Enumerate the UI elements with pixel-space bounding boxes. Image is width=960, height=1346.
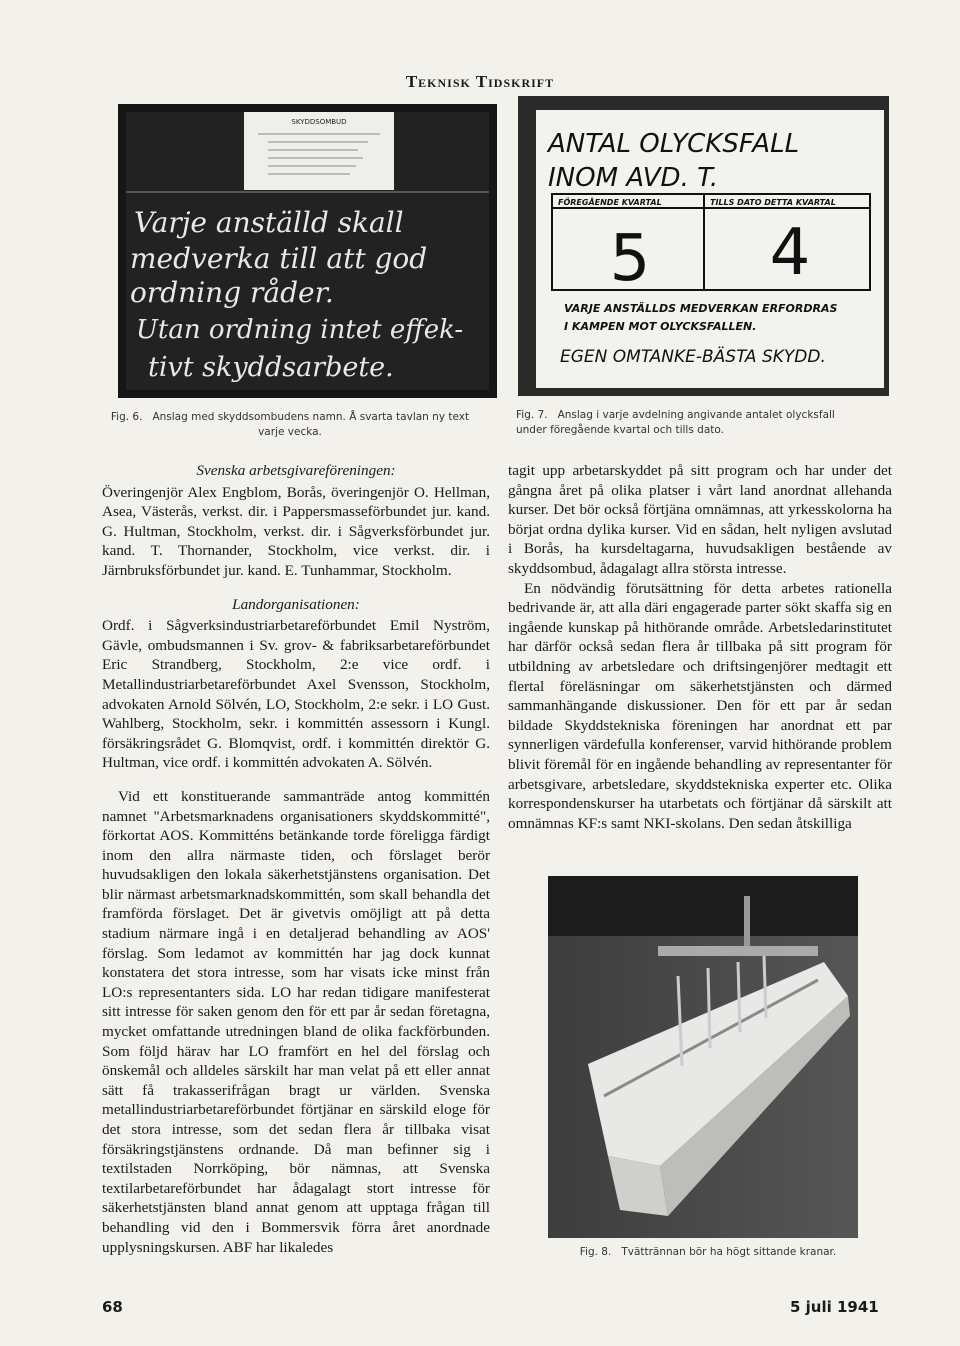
fig7-col-right-head: TILLS DATO DETTA KVARTAL <box>710 198 836 207</box>
fig7-caption <box>516 408 854 438</box>
fig7-caption-text: Anslag i varje avdelning angivande antalet olycksfall under föregående kvartal och tills dato. <box>516 409 835 436</box>
right-paragraph-1: tagit upp arbetarskyddet på sitt program och har under det gångna året på olika platser i vårt land anordnat allehanda kurser. Det bör också förtjäna omnämnas, att yrkesskolorna ha börjat ordna dylika kurser. Vid en sådan, helt nyligen avslutad i Borås, ha kursdeltagarna, huvudsakligen bestående av skyddsombud, ådagalagt allra största intresse. <box>508 462 892 577</box>
fig6-board-line-3: ordning råder. <box>130 276 334 309</box>
right-column <box>508 461 892 833</box>
fig7-right-value: 4 <box>769 216 811 290</box>
fig7-slogan-3: EGEN OMTANKE-BÄSTA SKYDD. <box>560 347 826 367</box>
fig7-col-left-head: FÖREGÅENDE KVARTAL <box>558 198 662 207</box>
fig7-slogan-1: VARJE ANSTÄLLDS MEDVERKAN ERFORDRAS <box>564 302 838 315</box>
fig6-notice-title: SKYDDSOMBUD <box>291 118 347 126</box>
issue-date: 5 juli 1941 <box>790 1298 879 1316</box>
left-paragraph-2: Ordf. i Sågverksindustriarbetareförbundet Emil Nyström, Gävle, ombudsmannen i Sv. grov- & fabriksarbetareförbundet Eric Strandberg, Stockholm, 2:e vice ordf. i Metallindustriarbetareförbundet Axel Svensson, Stockholm, advokaten Arnold Sölvén, LO, Stockholm, 2:e sekr. i LO Gust. Wahlberg, Stockholm, sekr. i kommittén assessorn i Kungl. försäkringsrådet G. Blomqvist, ordf. i kommittén direktör G. Hultman, vice ordf. i kommittén advokaten A. Sölvén. <box>102 617 490 772</box>
fig6-caption <box>100 410 480 440</box>
fig8-photo <box>548 876 858 1238</box>
fig6-photo <box>118 104 497 398</box>
fig6-board-line-5: tivt skyddsarbete. <box>148 352 394 383</box>
left-column <box>102 461 490 1257</box>
left-subhead-2: Landorganisationen: <box>232 595 360 613</box>
fig6-caption-text: Anslag med skyddsombudens namn. Å svarta tavlan ny text varje vecka. <box>152 411 470 438</box>
fig7-line-1: ANTAL OLYCKSFALL <box>548 129 800 159</box>
fig7-slogan-2: I KAMPEN MOT OLYCKSFALLEN. <box>564 320 757 333</box>
fig6-board-line-2: medverka till att god <box>130 242 428 275</box>
fig8-caption <box>558 1245 858 1260</box>
fig6-caption-number: Fig. 6. <box>110 411 143 423</box>
fig6-board-line-1: Varje anställd skall <box>134 206 404 239</box>
left-subhead-1: Svenska arbetsgivareföreningen: <box>196 462 396 479</box>
left-paragraph-1: Överingenjör Alex Engblom, Borås, överingenjör O. Hellman, Asea, Västerås, verkst. dir. i Pappersmasseförbundet jur. kand. G. Hultman, Stockholm, verkst. dir. i Sågverksförbundet jur. kand. T. Thornander, Stockholm, vice verkst. dir. i Järnbruksförbundet jur. kand. E. Tunhammar, Stockholm. <box>102 483 490 579</box>
fig7-photo <box>518 96 889 396</box>
journal-header: Teknisk Tidskrift <box>405 72 555 91</box>
fig8-caption-number: Fig. 8. <box>579 1246 612 1258</box>
left-paragraph-3: Vid ett konstituerande sammanträde antog kommittén namnet "Arbetsmarknadens organisationers skyddskommitté", förkortat AOS. Kommitténs betänkande torde föreligga färdigt inom den allra närmaste tiden, och förslaget berör huvudsakligen den lokala säkerhetstjänstens organisation. Det blir närmast arbetsmarknadskommittén, som skall behandla det framförda förslaget. Det är givetvis omöjligt att på detta stadium närmare ingå i en detaljerad behandling av AOS' förslag. Som ledamot av kommittén har jag dock kunnat konstatera det stora intresse, som har visats icke minst från LO:s representanters sida. LO har redan tidigare manifesterat sitt intresse för saken genom den för ett par år sedan företagna, mycket omfattande utredningen bland de olika fackförbunden. Som följd härav har LO framfört en hel del förslag och önskemål och alldeles särskilt har man velat på ett eller annat sätt få trakasserifrågan bragt ur världen. Svenska metallindustriarbetareförbundet förtjänar en särskild eloge för det stora intresse, som det sedan flera år tillbaka visat försäkringstjänstens ordnande. Då man befinner sig i textilstaden Norrköping, bör nämnas, att Svenska textilarbetareförbundet har ådagalagt stort intresse för säkerhetstjänsten bland annat genom att upptaga frågan till behandling vid den i Bommersvik förra året anordnade upplysningskursen. ABF har likaledes <box>102 787 490 1256</box>
right-paragraph-2: En nödvändig förutsättning för detta arbetes rationella bedrivande är, att alla däri engagerade parter sökt skaffa sig en ingående kunskap på hithörande område. Arbetsledarinstitutet har därför också sedan flera år tillbaka på sitt program för utbildning av arbetsledare och driftsingenjörer medtagit ett flertal föreläsningar om säkerhetstjänsten och därmed sammanhängande diskussioner. Den för ett par år sedan bildade Skyddstekniska föreningen har anordnat ett par synnerligen värdefulla konferenser, varvid hithörande problem blivit föremål för en ingående behandling av representanter för arbetsgivare, arbetsledare, skyddstekniska experter etc. Olika korrespondenskurser ha utarbetats och förtjänar då särskilt att omnämnas KF:s samt NKI-skolans. Den sedan åtskilliga <box>508 579 892 832</box>
fig8-caption-text: Tvättrännan bör ha högt sittande kranar. <box>621 1246 837 1258</box>
fig6-board-line-4: Utan ordning intet effek- <box>136 315 464 345</box>
page-number: 68 <box>102 1298 123 1316</box>
fig7-caption-number: Fig. 7. <box>516 409 548 421</box>
fig7-left-value: 5 <box>609 222 651 296</box>
fig7-line-2: INOM AVD. T. <box>548 163 719 193</box>
